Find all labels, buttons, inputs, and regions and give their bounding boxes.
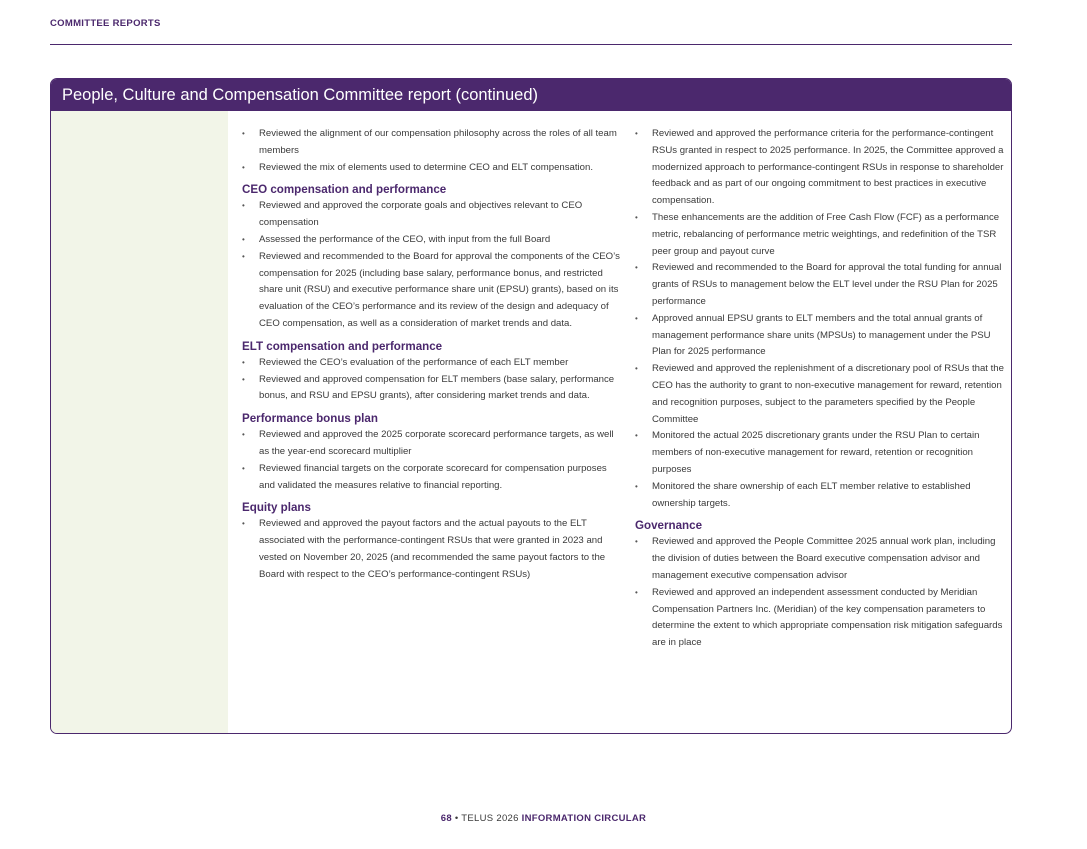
- subsection-heading: CEO compensation and performance: [242, 183, 447, 197]
- subsection-heading: Governance: [635, 519, 703, 533]
- panel-title-main: People, Culture and Compensation Committee report: [62, 86, 451, 104]
- section-label: COMMITTEE REPORTS: [50, 18, 161, 29]
- footer-document-title: INFORMATION CIRCULAR: [521, 813, 647, 824]
- footer-company: TELUS 2026: [461, 813, 522, 824]
- right-column: [635, 126, 1005, 652]
- left-column: [242, 126, 622, 584]
- subsection-heading: ELT compensation and performance: [242, 339, 443, 353]
- list-item: • Approved annual EPSU grants to ELT members and the total annual grants of management performance share units (MPSUs) to management under the PSU Plan for 2025 performance: [635, 311, 1005, 361]
- panel-title: [51, 79, 1011, 111]
- bullet-list: [242, 516, 622, 583]
- committee-report-panel: [50, 78, 1012, 734]
- list-item: • Reviewed and approved compensation for ELT members (base salary, performance bonus, and RSU and EPSU grants), after considering market trends and data.: [242, 372, 622, 406]
- list-item: • Reviewed and recommended to the Board for approval the total funding for annual grants of RSUs to management below the ELT level under the RSU Plan for 2025 performance: [635, 260, 1005, 310]
- bullet-list: [242, 198, 622, 332]
- list-item: • Reviewed and approved the corporate goals and objectives relevant to CEO compensation: [242, 198, 622, 232]
- list-item: • Reviewed and approved the performance criteria for the performance-contingent RSUs granted in respect to 2025 performance. In 2025, the Committee approved a modernized approach to performance-contingent RSUs in response to shareholder feedback and as part of our ongoing commitment to best practices in executive compensation.: [635, 126, 1005, 210]
- panel-title-suffix: (continued): [450, 86, 539, 104]
- list-item: • Reviewed the mix of elements used to determine CEO and ELT compensation.: [242, 160, 622, 177]
- list-item: • Reviewed the CEO’s evaluation of the performance of each ELT member: [242, 355, 622, 372]
- list-item: • Monitored the share ownership of each ELT member relative to established ownership targets.: [635, 479, 1005, 513]
- bullet-list: [242, 126, 622, 176]
- list-item: • Reviewed and approved the replenishment of a discretionary pool of RSUs that the CEO has the authority to grant to non-executive management for reward, retention and recognition purposes, subject to the parameters specified by the People Committee: [635, 361, 1005, 428]
- list-item: • Monitored the actual 2025 discretionary grants under the RSU Plan to certain members of non-executive management for reward, retention or recognition purposes: [635, 428, 1005, 478]
- page-footer: [0, 813, 1087, 824]
- list-item: • Reviewed and approved the 2025 corporate scorecard performance targets, as well as the year-end scorecard multiplier: [242, 427, 622, 461]
- subsection-heading: Performance bonus plan: [242, 412, 378, 426]
- list-item: • These enhancements are the addition of Free Cash Flow (FCF) as a performance metric, rebalancing of performance metric weightings, and redefinition of the TSR peer group and payout curve: [635, 210, 1005, 260]
- list-item: • Reviewed and approved the People Committee 2025 annual work plan, including the division of duties between the Board executive compensation advisor and management executive compensation advisor: [635, 534, 1005, 584]
- header-divider: [50, 44, 1012, 45]
- list-item: • Reviewed financial targets on the corporate scorecard for compensation purposes and validated the measures relative to financial reporting.: [242, 461, 622, 495]
- bullet-list: [242, 427, 622, 494]
- list-item: • Reviewed and recommended to the Board for approval the components of the CEO’s compensation for 2025 (including base salary, performance bonus, and restricted share unit (RSU) and executive performance share unit (EPSU) grants), based on its evaluation of the CEO’s performance and its review of the design and adequacy of CEO compensation, as well as a consideration of market trends and data.: [242, 249, 622, 333]
- panel-sidebar: [51, 111, 228, 733]
- list-item: • Reviewed the alignment of our compensation philosophy across the roles of all team members: [242, 126, 622, 160]
- bullet-list: [635, 126, 1005, 512]
- list-item: • Reviewed and approved the payout factors and the actual payouts to the ELT associated with the performance-contingent RSUs that were granted in 2023 and vested on November 20, 2025 (and recommended the same payout factors to the Board with respect to the CEO’s performance-contingent RSUs): [242, 516, 622, 583]
- footer-separator: •: [451, 813, 462, 824]
- bullet-list: [635, 534, 1005, 652]
- list-item: • Assessed the performance of the CEO, with input from the full Board: [242, 232, 622, 249]
- subsection-heading: Equity plans: [242, 501, 311, 515]
- list-item: • Reviewed and approved an independent assessment conducted by Meridian Compensation Partners Inc. (Meridian) of the key compensation parameters to determine the extent to which appropriate compensation risk mitigation safeguards are in place: [635, 585, 1005, 652]
- page-number: 68: [440, 813, 452, 824]
- bullet-list: [242, 355, 622, 405]
